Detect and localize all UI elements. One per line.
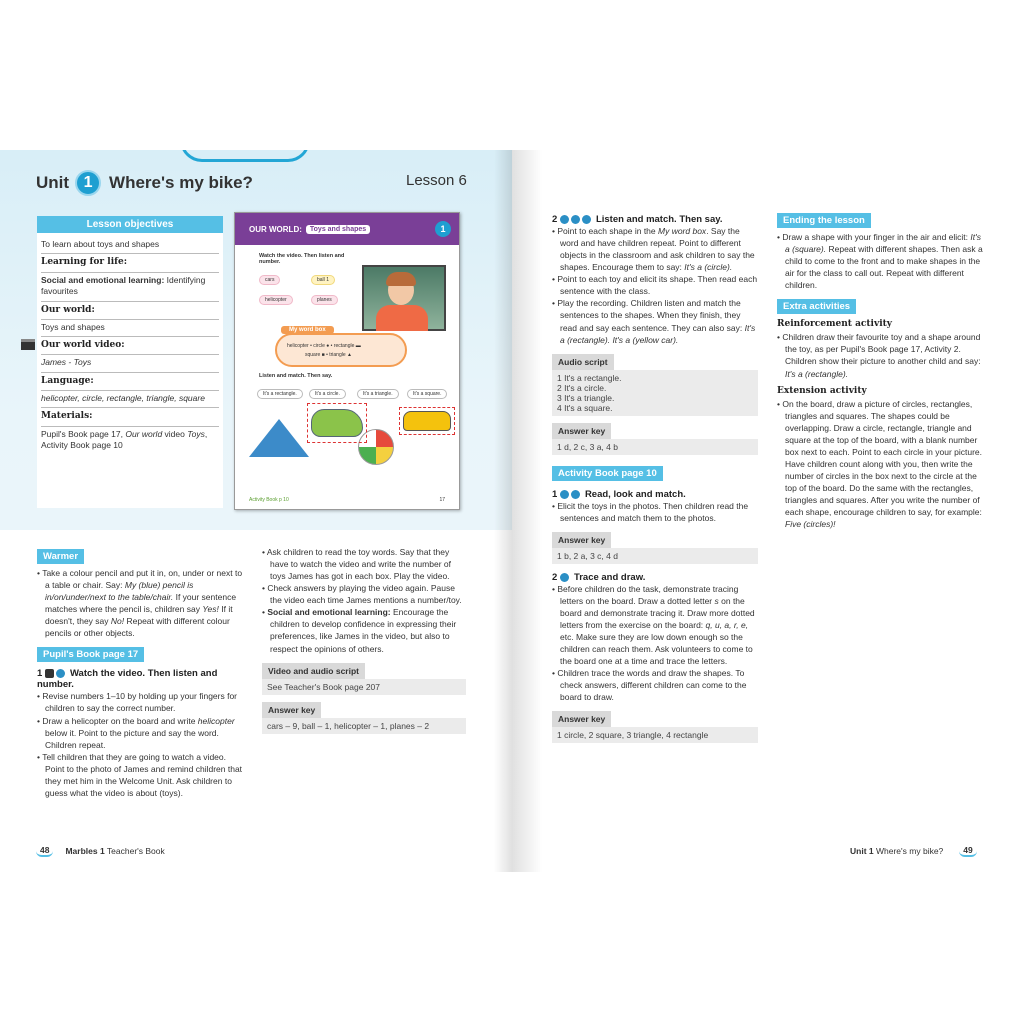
c2-bullet-1: • Ask children to read the toy words. Say that they have to watch the video and write the number of toys James has got in each box. Play the video. (262, 546, 466, 582)
thumb-sentence-1: It's a rectangle. (257, 389, 303, 399)
brand-name: Marbles 1 (65, 846, 105, 856)
sel-row: Social and emotional learning: Identifying favourites (41, 273, 219, 302)
unit-word: Unit (36, 173, 70, 192)
footer-unit: Unit 1 (850, 846, 874, 856)
c2-bullet-3: • Social and emotional learning: Encourage the children to develop confidence in expressing their preferences, like James in the video, but also to respect the opinions of others. (262, 606, 466, 654)
speech-icon (582, 215, 591, 224)
act2-answer-box: 1 d, 2 c, 3 a, 4 b (552, 439, 758, 455)
extension-text: • On the board, draw a picture of circles, rectangles, triangles and squares. The shapes could be overlapping. Draw a circle, rectangle, triangle and square at the top of the board, with a blank number box next to each. Point to each circle in your picture. Have children count along with you, then write the number of circles in the box next to the circle at the top of the board. Do the same with the rectangles, triangles and squares. After you write the number of each shape, encourage children to say, for example: Five (circles)! (777, 398, 983, 531)
right-footer (850, 845, 977, 857)
clapperboard-icon (21, 339, 35, 350)
ending-tag: Ending the lesson (777, 213, 871, 228)
lesson-label: Lesson 6 (406, 172, 467, 189)
ab2-answer-box: 1 circle, 2 square, 3 triangle, 4 rectangle (552, 727, 758, 743)
answer-key-head: Answer key (262, 702, 321, 718)
lesson-objectives-panel (37, 216, 223, 508)
objectives-intro: To learn about toys and shapes (41, 237, 219, 254)
thumb-sentence-3: It's a triangle. (357, 389, 399, 399)
video-text: James - Toys (41, 357, 92, 368)
thumb-word-ball: ball 1 (311, 275, 335, 285)
right-column-2 (777, 210, 983, 530)
pencil-icon (571, 215, 580, 224)
extra-activities-tag: Extra activities (777, 299, 856, 314)
ab1-answer-box: 1 b, 2 a, 3 c, 4 d (552, 548, 758, 564)
activity-book-tag: Activity Book page 10 (552, 466, 663, 481)
thumb-wordbox-title: My word box (281, 326, 334, 334)
act2-bullet-3: • Play the recording. Children listen and match the sentences to the shapes. When they finish, they read and say each sentence. They can also say: It's a (rectangle). It's a (yellow car). (552, 297, 758, 345)
reinforcement-head: Reinforcement activity (777, 319, 892, 330)
materials-head: Materials: (41, 411, 93, 422)
our-world-video-head: Our world video: (41, 340, 125, 351)
thumb-footer: Activity Book p 10 (249, 497, 289, 503)
c2-bullet-2: • Check answers by playing the video again. Pause the video each time James mentions a number/toy. (262, 582, 466, 606)
language-head: Language: (41, 375, 94, 386)
thumb-header: OUR WORLD: Toys and shapes (235, 213, 459, 245)
pupils-book-tag: Pupil's Book page 17 (37, 647, 144, 662)
right-page (512, 150, 1024, 872)
thumb-page: 17 (439, 497, 445, 503)
audio-script-head: Audio script (552, 354, 614, 370)
language-text: helicopter, circle, rectangle, triangle, square (41, 392, 205, 403)
thumb-word-helicopter: helicopter (259, 295, 293, 305)
our-world-text: Toys and shapes (41, 321, 105, 332)
learning-for-life-head: Learning for life: (41, 257, 128, 268)
ab-activity-1: 1 Read, look and match. (552, 488, 686, 500)
pb-bullet-3: • Tell children that they are going to watch a video. Point to the photo of James and remind children that they met him in the Welcome Unit. Ask children to guess what the video is about (toys). (37, 751, 243, 799)
pencil-icon (571, 490, 580, 499)
ab1-bullet-1: • Elicit the toys in the photos. Then children read the sentences and match them to the photos. (552, 500, 758, 524)
ending-text: • Draw a shape with your finger in the air and elicit: It's a (square). Repeat with different shapes. Then ask a child to come to the front and to make shapes in the air for the class to call out. Repeat with different children. (777, 231, 983, 291)
thumb-unit-badge: 1 (435, 221, 451, 237)
left-page-number: 48 (36, 845, 53, 857)
book-spread (0, 150, 1024, 872)
pupils-book-thumbnail (234, 212, 460, 510)
video-still (362, 265, 446, 331)
pb-bullet-2: • Draw a helicopter on the board and write helicopter below it. Point to the picture and say the word. Children repeat. (37, 715, 243, 751)
audio-icon (560, 215, 569, 224)
ab-activity-2: 2 Trace and draw. (552, 571, 646, 583)
pencil-icon (560, 573, 569, 582)
book-icon (560, 490, 569, 499)
pb-activity-1: 1 Watch the video. Then listen and number. (37, 668, 218, 691)
book-name: Teacher's Book (106, 846, 165, 856)
ab2-bullet-2: • Children trace the words and draw the shapes. To check answers, different children can come to the board to draw. (552, 667, 758, 703)
pb-bullet-1: • Revise numbers 1–10 by holding up your fingers for children to say the correct number. (37, 690, 243, 714)
right-page-number: 49 (959, 845, 976, 857)
video-icon (45, 669, 54, 678)
decorative-curve (180, 150, 310, 162)
left-column-1 (37, 546, 243, 799)
thumb-wordbox: helicopter • circle ● • rectangle ▬ square ■ • triangle ▲ (275, 333, 407, 367)
audio-icon (56, 669, 65, 678)
unit-title (36, 170, 253, 196)
thumb-task2: Listen and match. Then say. (259, 373, 333, 379)
pb-activity-2: 2 Listen and match. Then say. (552, 214, 723, 225)
thumb-word-planes: planes (311, 295, 338, 305)
thumb-task1: Watch the video. Then listen and number. (259, 253, 345, 265)
extension-head: Extension activity (777, 385, 867, 396)
unit-number-badge: 1 (75, 170, 101, 196)
answer-key-box: cars – 9, ball – 1, helicopter – 1, planes – 2 (262, 718, 466, 734)
objectives-title: Lesson objectives (37, 216, 223, 233)
thumb-sentence-4: It's a square. (407, 389, 447, 399)
act2-bullet-1: • Point to each shape in the My word box. Say the word and have children repeat. Point to different objects in the classroom and ask children to say the shapes. Encourage them to say: It's a (circle). (552, 225, 758, 273)
triangle-shape (249, 419, 309, 457)
warmer-tag: Warmer (37, 549, 84, 564)
thumb-sentence-2: It's a circle. (309, 389, 346, 399)
materials-text: Pupil's Book page 17, Our world video Toys, Activity Book page 10 (41, 428, 208, 450)
footer-title: Where's my bike? (876, 846, 944, 856)
our-world-head: Our world: (41, 304, 95, 315)
right-column-1 (552, 214, 758, 744)
warmer-text: • Take a colour pencil and put it in, on, under or next to a table or chair. Say: My (blue) pencil is in/on/under/next to the table/chair. If your sentence matches where the pencil is, children say Yes! If it doesn't, they say No! Repeat with different colour pencils or other objects. (37, 567, 243, 639)
left-footer (36, 845, 165, 857)
audio-script-box: 1 It's a rectangle. 2 It's a circle. 3 It's a triangle. 4 It's a square. (552, 370, 758, 416)
ab2-bullet-1: • Before children do the task, demonstrate tracing letters on the board. Draw a dotted letter s on the board and demonstrate tracing it. Draw more dotted letters from the exercise on the board: q, u, a, r, e, etc. Make sure they are low down enough so the children can reach them. Ask volunteers to come to the board one at a time and trace the letters. (552, 583, 758, 667)
act2-answer-head: Answer key (552, 423, 611, 439)
video-script-box: See Teacher's Book page 207 (262, 679, 466, 695)
act2-bullet-2: • Point to each toy and elicit its shape. Then read each sentence with the class. (552, 273, 758, 297)
left-page (0, 150, 512, 872)
video-script-head: Video and audio script (262, 663, 365, 679)
left-column-2 (262, 546, 466, 735)
unit-name: Where's my bike? (109, 173, 253, 192)
ab1-answer-head: Answer key (552, 532, 611, 548)
reinforcement-text: • Children draw their favourite toy and a shape around the toy, as per Pupil's Book page 17, Activity 2. Children show their picture to another child and say: It's a (rectangle). (777, 331, 983, 379)
ab2-answer-head: Answer key (552, 711, 611, 727)
thumb-word-cars: cars (259, 275, 280, 285)
